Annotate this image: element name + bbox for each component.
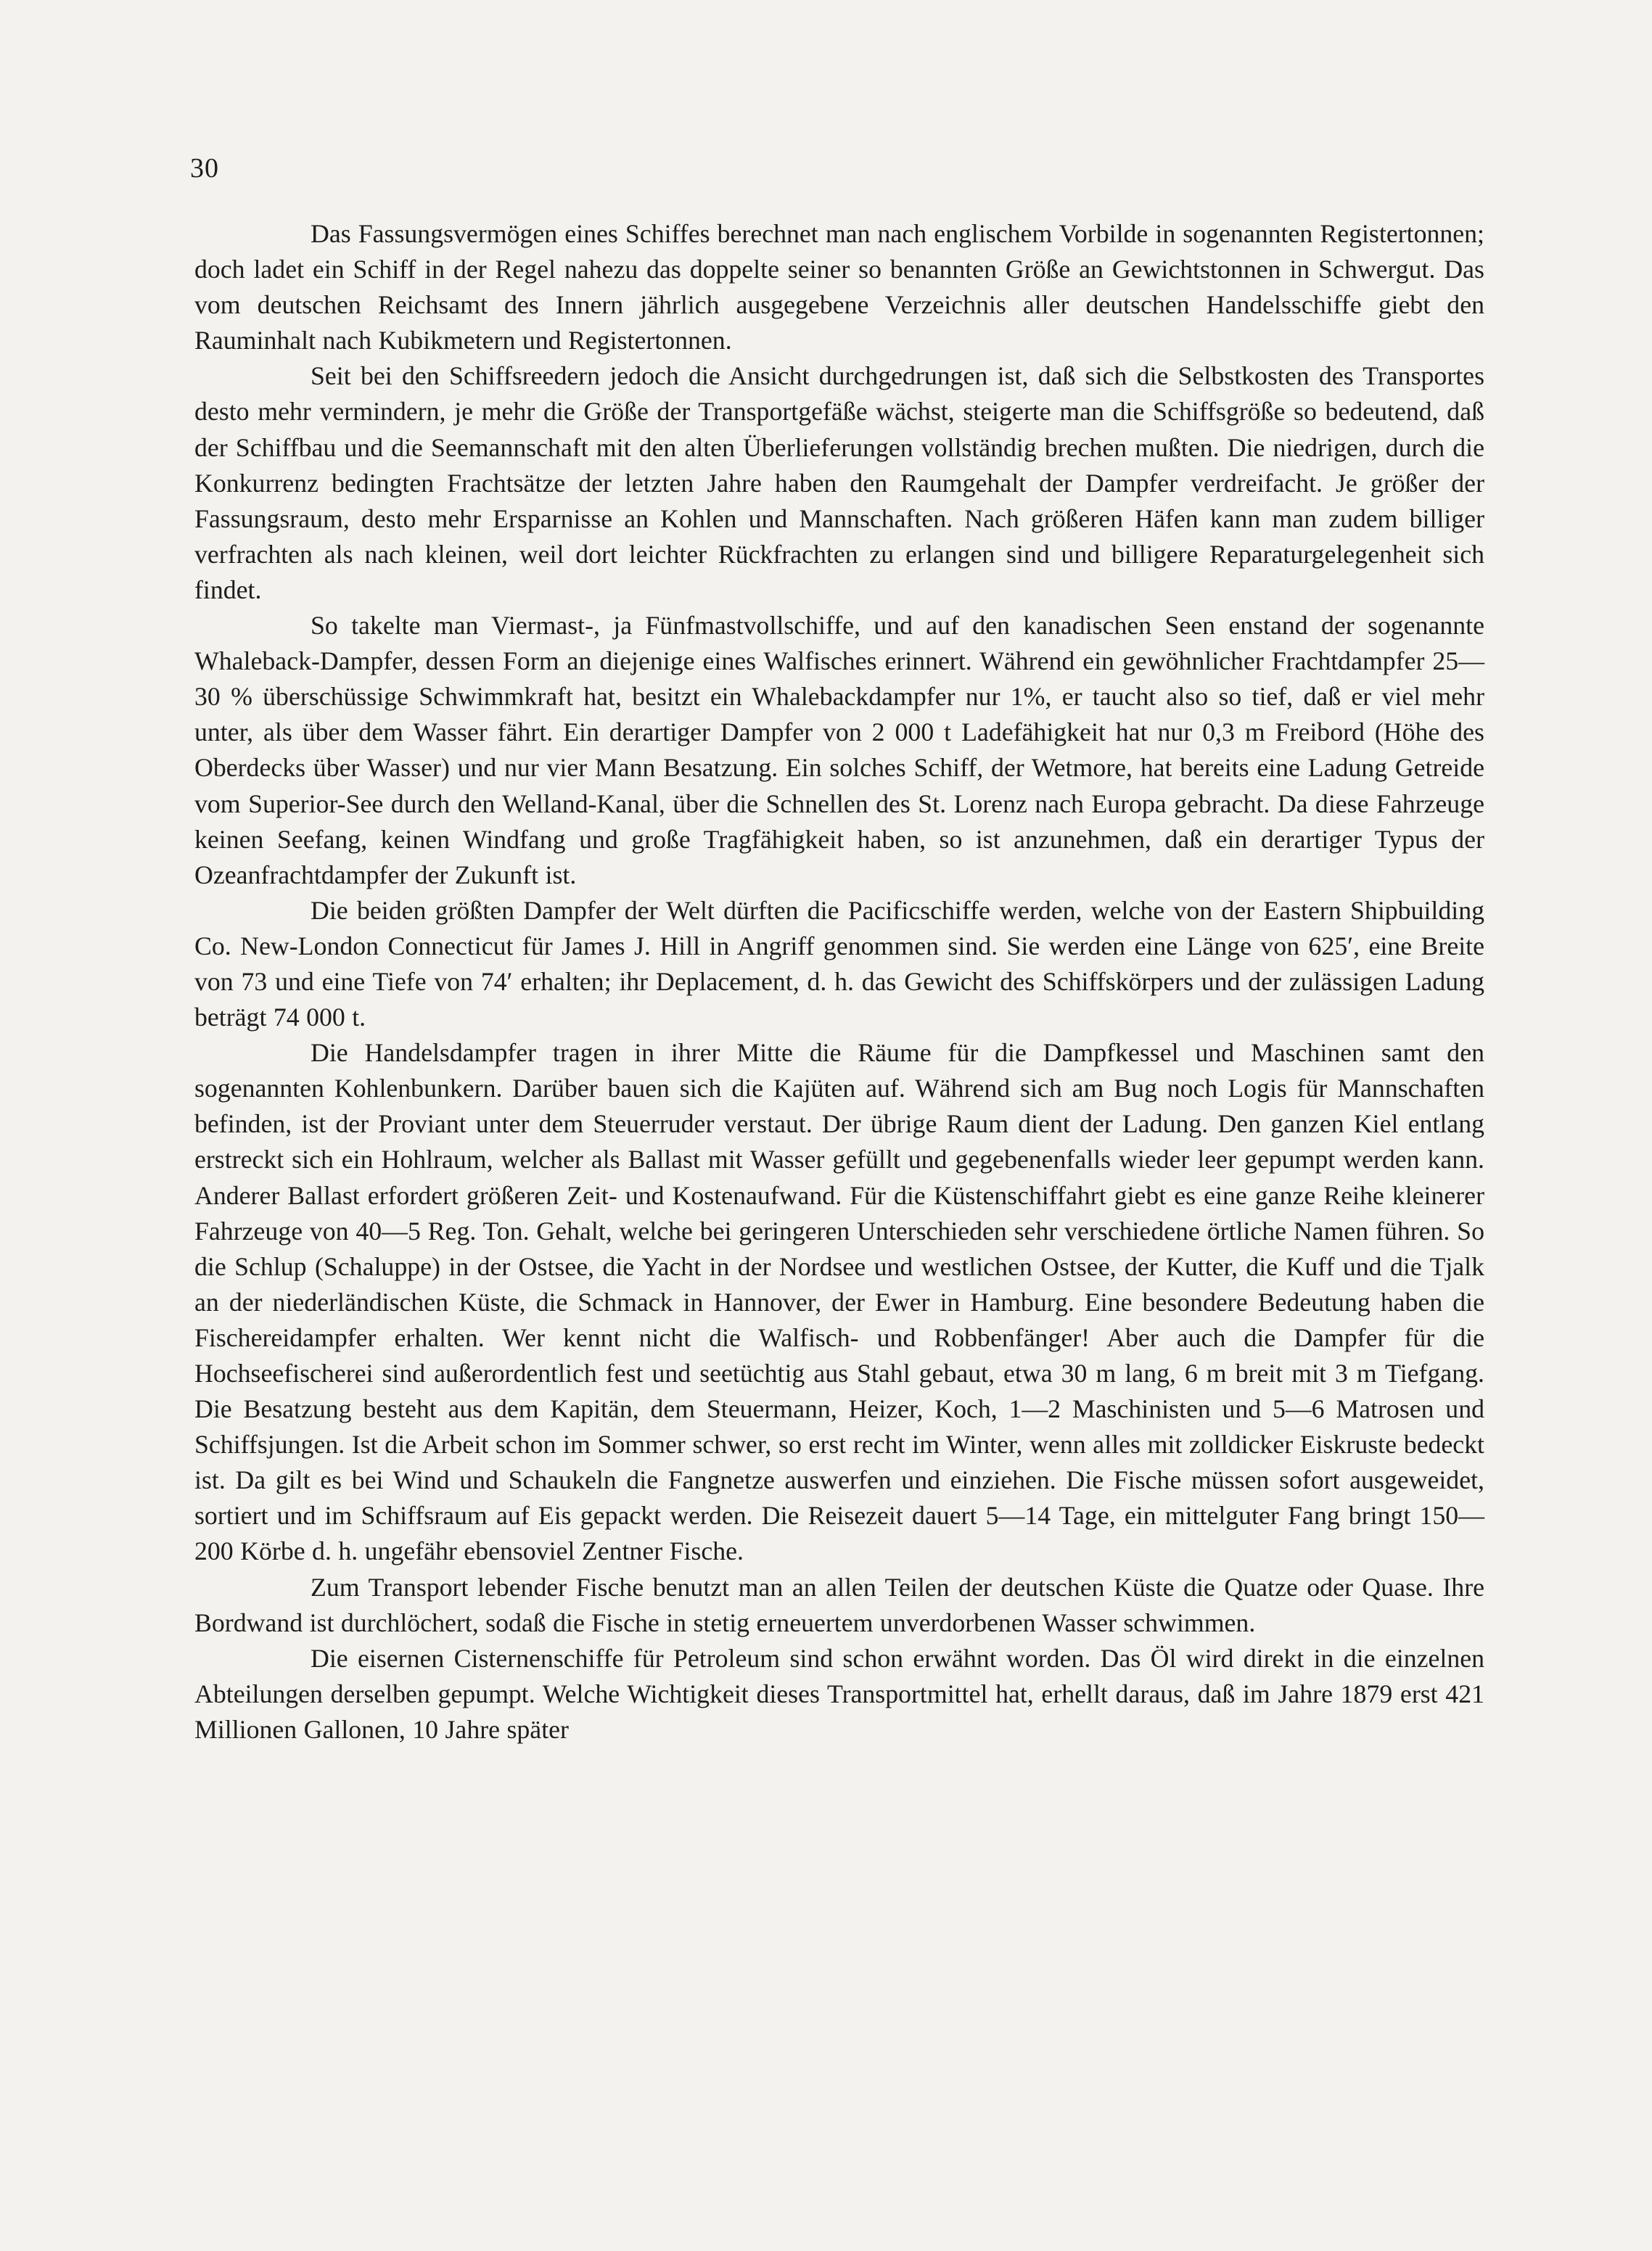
page-number: 30 — [190, 153, 219, 184]
paragraph-5: Die Handelsdampfer tragen in ihrer Mitte die Räume für die Dampfkessel und Maschinen samt den sogenannten Kohlenbunkern. Darüber bauen sich die Kajüten auf. Während sich am Bug noch Logis für Mannschaften befinden, ist der Proviant unter dem Steuerruder verstaut. Der übrige Raum dient der Ladung. Den ganzen Kiel entlang erstreckt sich ein Hohlraum, welcher als Ballast mit Wasser gefüllt und gegebenenfalls wieder leer gepumpt werden kann. Anderer Ballast erfordert größeren Zeit- und Kostenaufwand. Für die Küstenschiffahrt giebt es eine ganze Reihe kleinerer Fahrzeuge von 40—5 Reg. Ton. Gehalt, welche bei geringeren Unterschieden sehr verschiedene örtliche Namen führen. So die Schlup (Schaluppe) in der Ostsee, die Yacht in der Nordsee und westlichen Ostsee, der Kutter, die Kuff und die Tjalk an der niederländischen Küste, die Schmack in Hannover, der Ewer in Hamburg. Eine besondere Bedeutung haben die Fischereidampfer erhalten. Wer kennt nicht die Walfisch- und Robbenfänger! Aber auch die Dampfer für die Hochseefischerei sind außerordentlich fest und seetüchtig aus Stahl gebaut, etwa 30 m lang, 6 m breit mit 3 m Tiefgang. Die Besatzung besteht aus dem Kapitän, dem Steuermann, Heizer, Koch, 1—2 Maschinisten und 5—6 Matrosen und Schiffsjungen. Ist die Arbeit schon im Sommer schwer, so erst recht im Winter, wenn alles mit zolldicker Eiskruste bedeckt ist. Da gilt es bei Wind und Schaukeln die Fangnetze auswerfen und einziehen. Die Fische müssen sofort ausgeweidet, sortiert und im Schiffsraum auf Eis gepackt werden. Die Reisezeit dauert 5—14 Tage, ein mittelguter Fang bringt 150—200 Körbe d. h. ungefähr ebensoviel Zentner Fische. — [194, 1038, 1484, 1566]
paragraph-3: So takelte man Viermast-, ja Fünfmastvollschiffe, und auf den kanadischen Seen enstand der sogenannte Whaleback-Dampfer, dessen Form an diejenige eines Walfisches erinnert. Während ein gewöhnlicher Frachtdampfer 25—30 % überschüssige Schwimmkraft hat, besitzt ein Whalebackdampfer nur 1%, er taucht also so tief, daß er viel mehr unter, als über dem Wasser fährt. Ein derartiger Dampfer von 2 000 t Ladefähigkeit hat nur 0,3 m Freibord (Höhe des Oberdecks über Wasser) und nur vier Mann Besatzung. Ein solches Schiff, der Wetmore, hat bereits eine Ladung Getreide vom Superior-See durch den Welland-Kanal, über die Schnellen des St. Lorenz nach Europa gebracht. Da diese Fahrzeuge keinen Seefang, keinen Windfang und große Tragfähigkeit haben, so ist anzunehmen, daß ein derartiger Typus der Ozeanfrachtdampfer der Zukunft ist. — [194, 611, 1484, 889]
paragraph-7: Die eisernen Cisternenschiffe für Petroleum sind schon erwähnt worden. Das Öl wird direkt in die einzelnen Abteilungen derselben gepumpt. Welche Wichtigkeit dieses Transportmittel hat, erhellt daraus, daß im Jahre 1879 erst 421 Millionen Gallonen, 10 Jahre später — [194, 1643, 1484, 1744]
paragraph-1: Das Fassungsvermögen eines Schiffes berechnet man nach englischem Vorbilde in sogenannten Registertonnen; doch ladet ein Schiff in der Regel nahezu das doppelte seiner so benannten Größe an Gewichtstonnen in Schwergut. Das vom deutschen Reichsamt des Innern jährlich ausgegebene Verzeichnis aller deutschen Handelsschiffe giebt den Rauminhalt nach Kubikmetern und Registertonnen. — [194, 219, 1484, 355]
paragraph-4: Die beiden größten Dampfer der Welt dürften die Pacificschiffe werden, welche von der Eastern Shipbuilding Co. New-London Connecticut für James J. Hill in Angriff genommen sind. Sie werden eine Länge von 625′, eine Breite von 73 und eine Tiefe von 74′ erhalten; ihr Deplacement, d. h. das Gewicht des Schiffskörpers und der zulässigen Ladung beträgt 74 000 t. — [194, 895, 1484, 1032]
paragraph-2: Seit bei den Schiffsreedern jedoch die Ansicht durchgedrungen ist, daß sich die Selbstkosten des Transportes desto mehr vermindern, je mehr die Größe der Transportgefäße wächst, steigerte man die Schiffsgröße so bedeutend, daß der Schiffbau und die Seemannschaft mit den alten Überlieferungen vollständig brechen mußten. Die niedrigen, durch die Konkurrenz bedingten Frachtsätze der letzten Jahre haben den Raumgehalt der Dampfer verdreifacht. Je größer der Fassungsraum, desto mehr Ersparnisse an Kohlen und Mannschaften. Nach größeren Häfen kann man zudem billiger verfrachten als nach kleinen, weil dort leichter Rückfrachten zu erlangen sind und billigere Reparaturgelegenheit sich findet. — [194, 361, 1484, 604]
body-text — [194, 216, 1484, 1748]
paragraph-6: Zum Transport lebender Fische benutzt man an allen Teilen der deutschen Küste die Quatze oder Quase. Ihre Bordwand ist durchlöchert, sodaß die Fische in stetig erneuertem unverdorbenen Wasser schwimmen. — [194, 1572, 1484, 1637]
